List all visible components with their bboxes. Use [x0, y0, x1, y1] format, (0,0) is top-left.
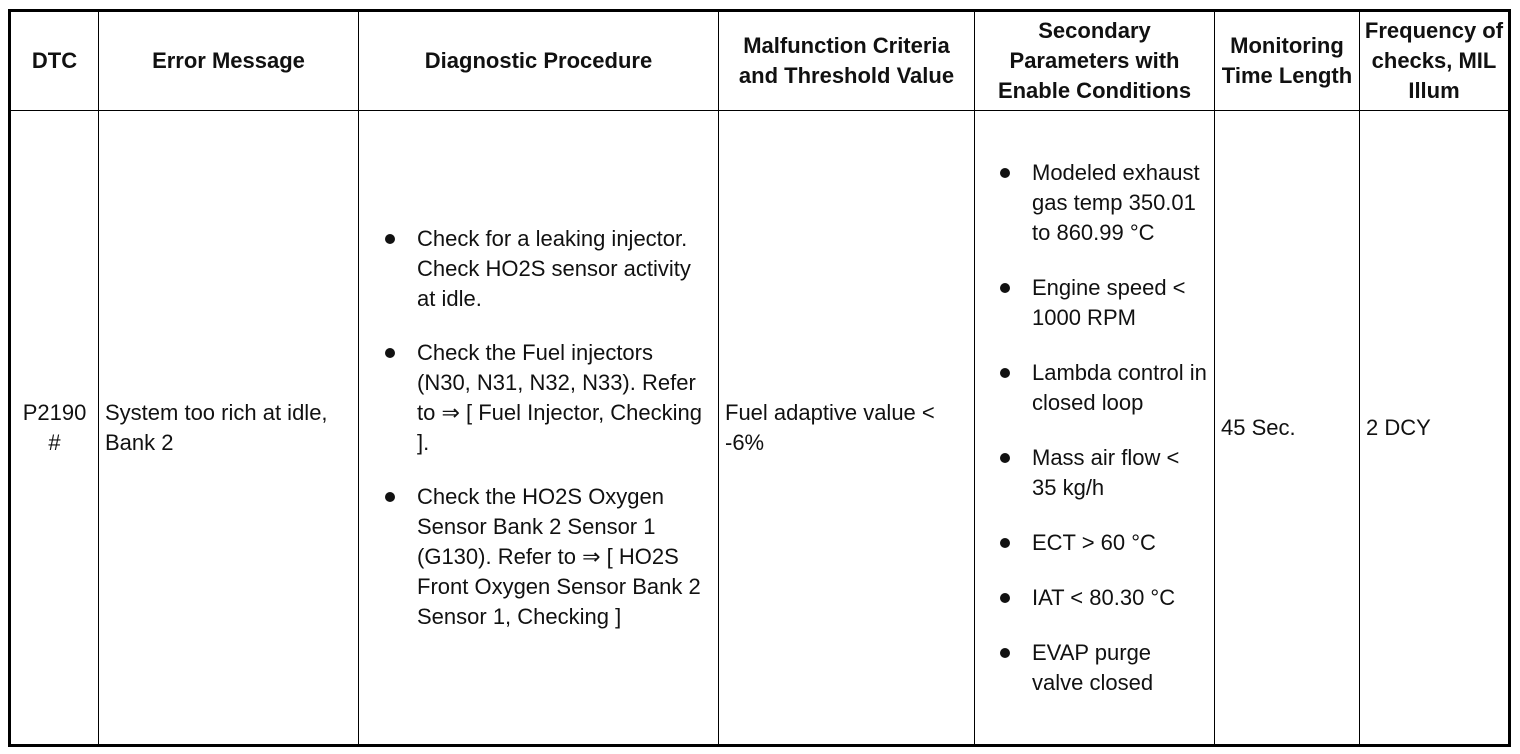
header-dtc: DTC [10, 11, 99, 111]
procedure-item: Check the HO2S Oxygen Sensor Bank 2 Sensor 1 (G130). Refer to ⇒ [ HO2S Front Oxygen Sensor Bank 2 Sensor 1, Checking ] [385, 482, 712, 632]
procedure-item: Check for a leaking injector. Check HO2S sensor activity at idle. [385, 224, 712, 314]
header-diagnostic-procedure: Diagnostic Procedure [359, 11, 719, 111]
parameter-item: Mass air flow < 35 kg/h [1000, 443, 1208, 503]
parameter-item: Modeled exhaust gas temp 350.01 to 860.99 °C [1000, 158, 1208, 248]
error-message: System too rich at idle, Bank 2 [99, 111, 359, 746]
monitoring-time: 45 Sec. [1215, 111, 1360, 746]
secondary-parameters [975, 111, 1215, 746]
parameter-item: IAT < 80.30 °C [1000, 583, 1208, 613]
procedure-list [365, 224, 712, 632]
dtc-table [8, 9, 1511, 747]
table-row [10, 111, 1510, 746]
malfunction-criteria: Fuel adaptive value < -6% [719, 111, 975, 746]
procedure-item: Check the Fuel injectors (N30, N31, N32, N33). Refer to ⇒ [ Fuel Injector, Checking ]. [385, 338, 712, 458]
header-frequency: Frequency of checks, MIL Illum [1360, 11, 1510, 111]
diagnostic-procedure [359, 111, 719, 746]
parameter-item: Engine speed < 1000 RPM [1000, 273, 1208, 333]
parameter-item: EVAP purge valve closed [1000, 638, 1208, 698]
header-secondary-parameters: Secondary Parameters with Enable Conditions [975, 11, 1215, 111]
header-malfunction-criteria: Malfunction Criteria and Threshold Value [719, 11, 975, 111]
parameter-item: ECT > 60 °C [1000, 528, 1208, 558]
header-monitoring-time: Monitoring Time Length [1215, 11, 1360, 111]
frequency: 2 DCY [1360, 111, 1510, 746]
dtc-code: P2190 # [10, 111, 99, 746]
header-error-message: Error Message [99, 11, 359, 111]
parameter-list [981, 158, 1208, 698]
header-row [10, 11, 1510, 111]
parameter-item: Lambda control in closed loop [1000, 358, 1208, 418]
